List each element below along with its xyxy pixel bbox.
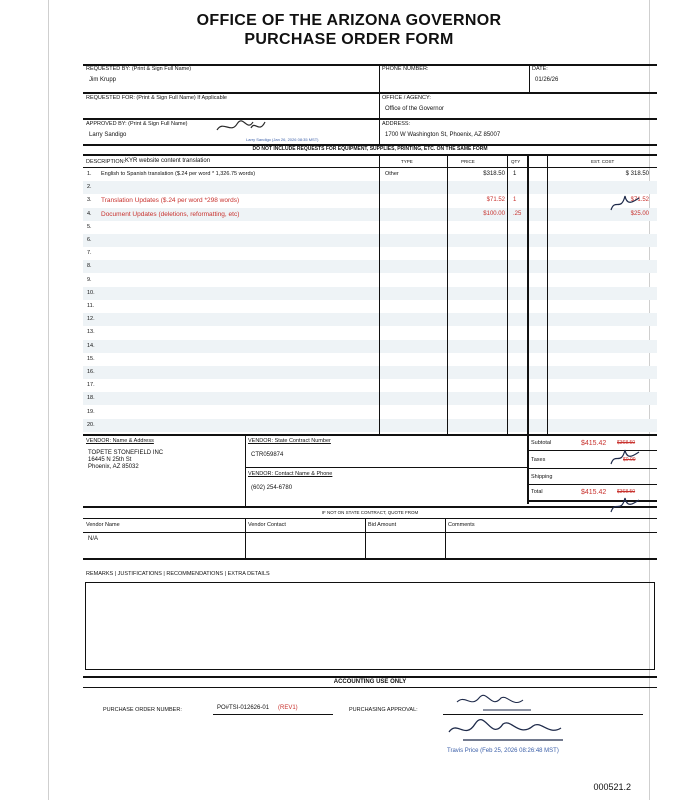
table-row (83, 247, 657, 260)
date-label: DATE: (532, 66, 548, 72)
line-number: 18. (87, 395, 95, 402)
table-row (83, 194, 657, 207)
table-row (83, 287, 657, 300)
phone-label: PHONE NUMBER: (382, 66, 429, 72)
table-row (83, 313, 657, 326)
approver-signature (213, 116, 273, 138)
purchasing-signature-small (453, 692, 543, 716)
total-value: $415.42 (581, 489, 607, 496)
line-description: Document Updates (deletions, reformatting, etc) (101, 210, 240, 218)
est-cost-header: EST. COST (591, 159, 615, 164)
line-est-cost: $71.52 (630, 197, 649, 204)
line-qty: .25 (513, 210, 522, 217)
purchasing-signature-large (443, 716, 573, 746)
line-number: 6. (87, 237, 92, 243)
line-number: 7. (87, 250, 92, 257)
line-price: $318.50 (483, 171, 505, 177)
vendor-name-line3: Phoenix, AZ 85032 (88, 464, 139, 470)
table-row (83, 234, 657, 247)
line-number: 8. (87, 263, 92, 270)
line-description: English to Spanish translation ($.24 per word * 1,326.75 words) (101, 171, 256, 177)
office-value: Office of the Governor (385, 106, 444, 112)
quote-vendor-contact-label: Vendor Contact (248, 522, 286, 528)
remarks-box (85, 582, 655, 670)
line-number: 15. (87, 355, 95, 362)
vendor-contract-value: CTR059874 (251, 452, 284, 458)
line-number: 11. (87, 303, 95, 309)
line-price: $100.00 (483, 210, 505, 217)
approved-by-label: APPROVED BY: (Print & Sign Full Name) (86, 121, 188, 127)
shipping-label: Shipping (531, 474, 553, 480)
table-row (83, 221, 657, 234)
requested-by-value: Jim Krupp (89, 77, 117, 83)
line-number: 13. (87, 329, 95, 336)
approver-stamp: Larry Sandigo (Jan 26, 2026 08:35 MST) (246, 137, 319, 142)
taxes-label: Taxes (531, 457, 546, 463)
vendor-contact-label: VENDOR: Contact Name & Phone (248, 471, 333, 477)
line-number: 19. (87, 408, 95, 415)
purchasing-approval-label: PURCHASING APPROVAL: (349, 707, 418, 713)
po-number-suffix: (REV1) (278, 705, 298, 711)
remarks-label: REMARKS | JUSTIFICATIONS | RECOMMENDATIONS | EXTRA DETAILS (86, 571, 270, 577)
requested-for-label: REQUESTED FOR: (Print & Sign Full Name) If Applicable (86, 95, 227, 101)
quote-bid-amount-label: Bid Amount (368, 522, 397, 528)
line-est-cost: $25.00 (630, 210, 649, 217)
table-row (83, 168, 657, 181)
line-number: 2. (87, 184, 92, 191)
description-value: KYR website content translation (125, 158, 211, 164)
line-number: 14. (87, 342, 95, 349)
subtotal-value: $415.42 (581, 440, 607, 447)
table-row (83, 419, 657, 432)
price-header: PRICE (461, 159, 475, 164)
line-type: Other (385, 171, 399, 177)
vendor-contract-label: VENDOR: State Contract Number (248, 438, 331, 444)
subtotal-label: Subtotal (531, 440, 552, 446)
table-row (83, 326, 657, 339)
table-row (83, 340, 657, 353)
table-row (83, 208, 657, 221)
vendor-name-line1: TOPETE STONEFIELD INC (88, 450, 164, 456)
purchase-order-page (48, 0, 650, 800)
line-description: Translation Updates ($.24 per word *298 words) (101, 197, 240, 205)
notice-banner: DO NOT INCLUDE REQUESTS FOR EQUIPMENT, SUPPLIES, PRINTING, ETC. ON THE SAME FORM (252, 146, 488, 152)
table-row (83, 406, 657, 419)
vendor-contact-value: (602) 254-6780 (251, 485, 293, 491)
office-label: OFFICE / AGENCY: (382, 95, 431, 101)
line-number: 12. (87, 316, 95, 323)
total-struck: $368.50 (617, 489, 636, 495)
quote-vendor-name-value: N/A (88, 536, 99, 542)
line-est-cost: $ 318.50 (625, 171, 649, 177)
initials-total (609, 494, 643, 518)
line-number: 20. (87, 421, 95, 428)
line-number: 10. (87, 289, 95, 296)
purchasing-signature-stamp: Travis Price (Feb 25, 2026 08:26:48 MST) (447, 748, 559, 754)
line-number: 9. (87, 276, 92, 283)
form-title-line2: PURCHASE ORDER FORM (244, 31, 454, 48)
table-row (83, 366, 657, 379)
requested-by-label: REQUESTED BY: (Print & Sign Full Name) (86, 66, 192, 72)
table-row (83, 392, 657, 405)
line-number: 3. (87, 197, 92, 204)
po-number-value: PO#TSI-012626-01 (217, 705, 270, 711)
vendor-name-line2: 16445 N 25th St (88, 457, 132, 463)
address-label: ADDRESS: (382, 121, 411, 127)
type-header: TYPE (401, 159, 413, 164)
subtotal-struck: $368.50 (617, 440, 636, 446)
total-label: Total (531, 489, 543, 495)
line-number: 5. (87, 223, 92, 230)
quote-comments-label: Comments (448, 522, 475, 528)
quote-banner: IF NOT ON STATE CONTRACT, QUOTE FROM (321, 510, 419, 515)
line-qty: 1 (513, 171, 517, 177)
table-row (83, 353, 657, 366)
initials-line3 (609, 192, 643, 216)
document-number: 000521.2 (593, 782, 631, 792)
form-title-line1: OFFICE OF THE ARIZONA GOVERNOR (196, 12, 502, 29)
table-row (83, 379, 657, 392)
line-price: $71.52 (486, 197, 505, 204)
po-number-label: PURCHASE ORDER NUMBER: (103, 707, 182, 713)
line-number: 17. (87, 382, 95, 389)
initials-subtotal (609, 446, 643, 470)
date-value: 01/26/26 (535, 77, 559, 83)
approved-by-value: Larry Sandigo (89, 132, 127, 138)
accounting-banner: ACCOUNTING USE ONLY (333, 679, 407, 685)
qty-header: QTY (511, 159, 521, 164)
line-number: 4. (87, 210, 92, 217)
table-row (83, 181, 657, 194)
taxes-struck: $0.00 (623, 457, 636, 463)
table-row (83, 274, 657, 287)
quote-vendor-name-label: Vendor Name (86, 522, 120, 528)
table-row (83, 300, 657, 313)
line-number: 16. (87, 369, 95, 375)
table-row (83, 260, 657, 273)
line-qty: 1 (513, 197, 517, 204)
description-label: DESCRIPTION: (86, 159, 126, 165)
line-number: 1. (87, 171, 92, 177)
address-value: 1700 W Washington St, Phoenix, AZ 85007 (385, 132, 501, 138)
vendor-name-label: VENDOR: Name & Address (86, 438, 154, 444)
